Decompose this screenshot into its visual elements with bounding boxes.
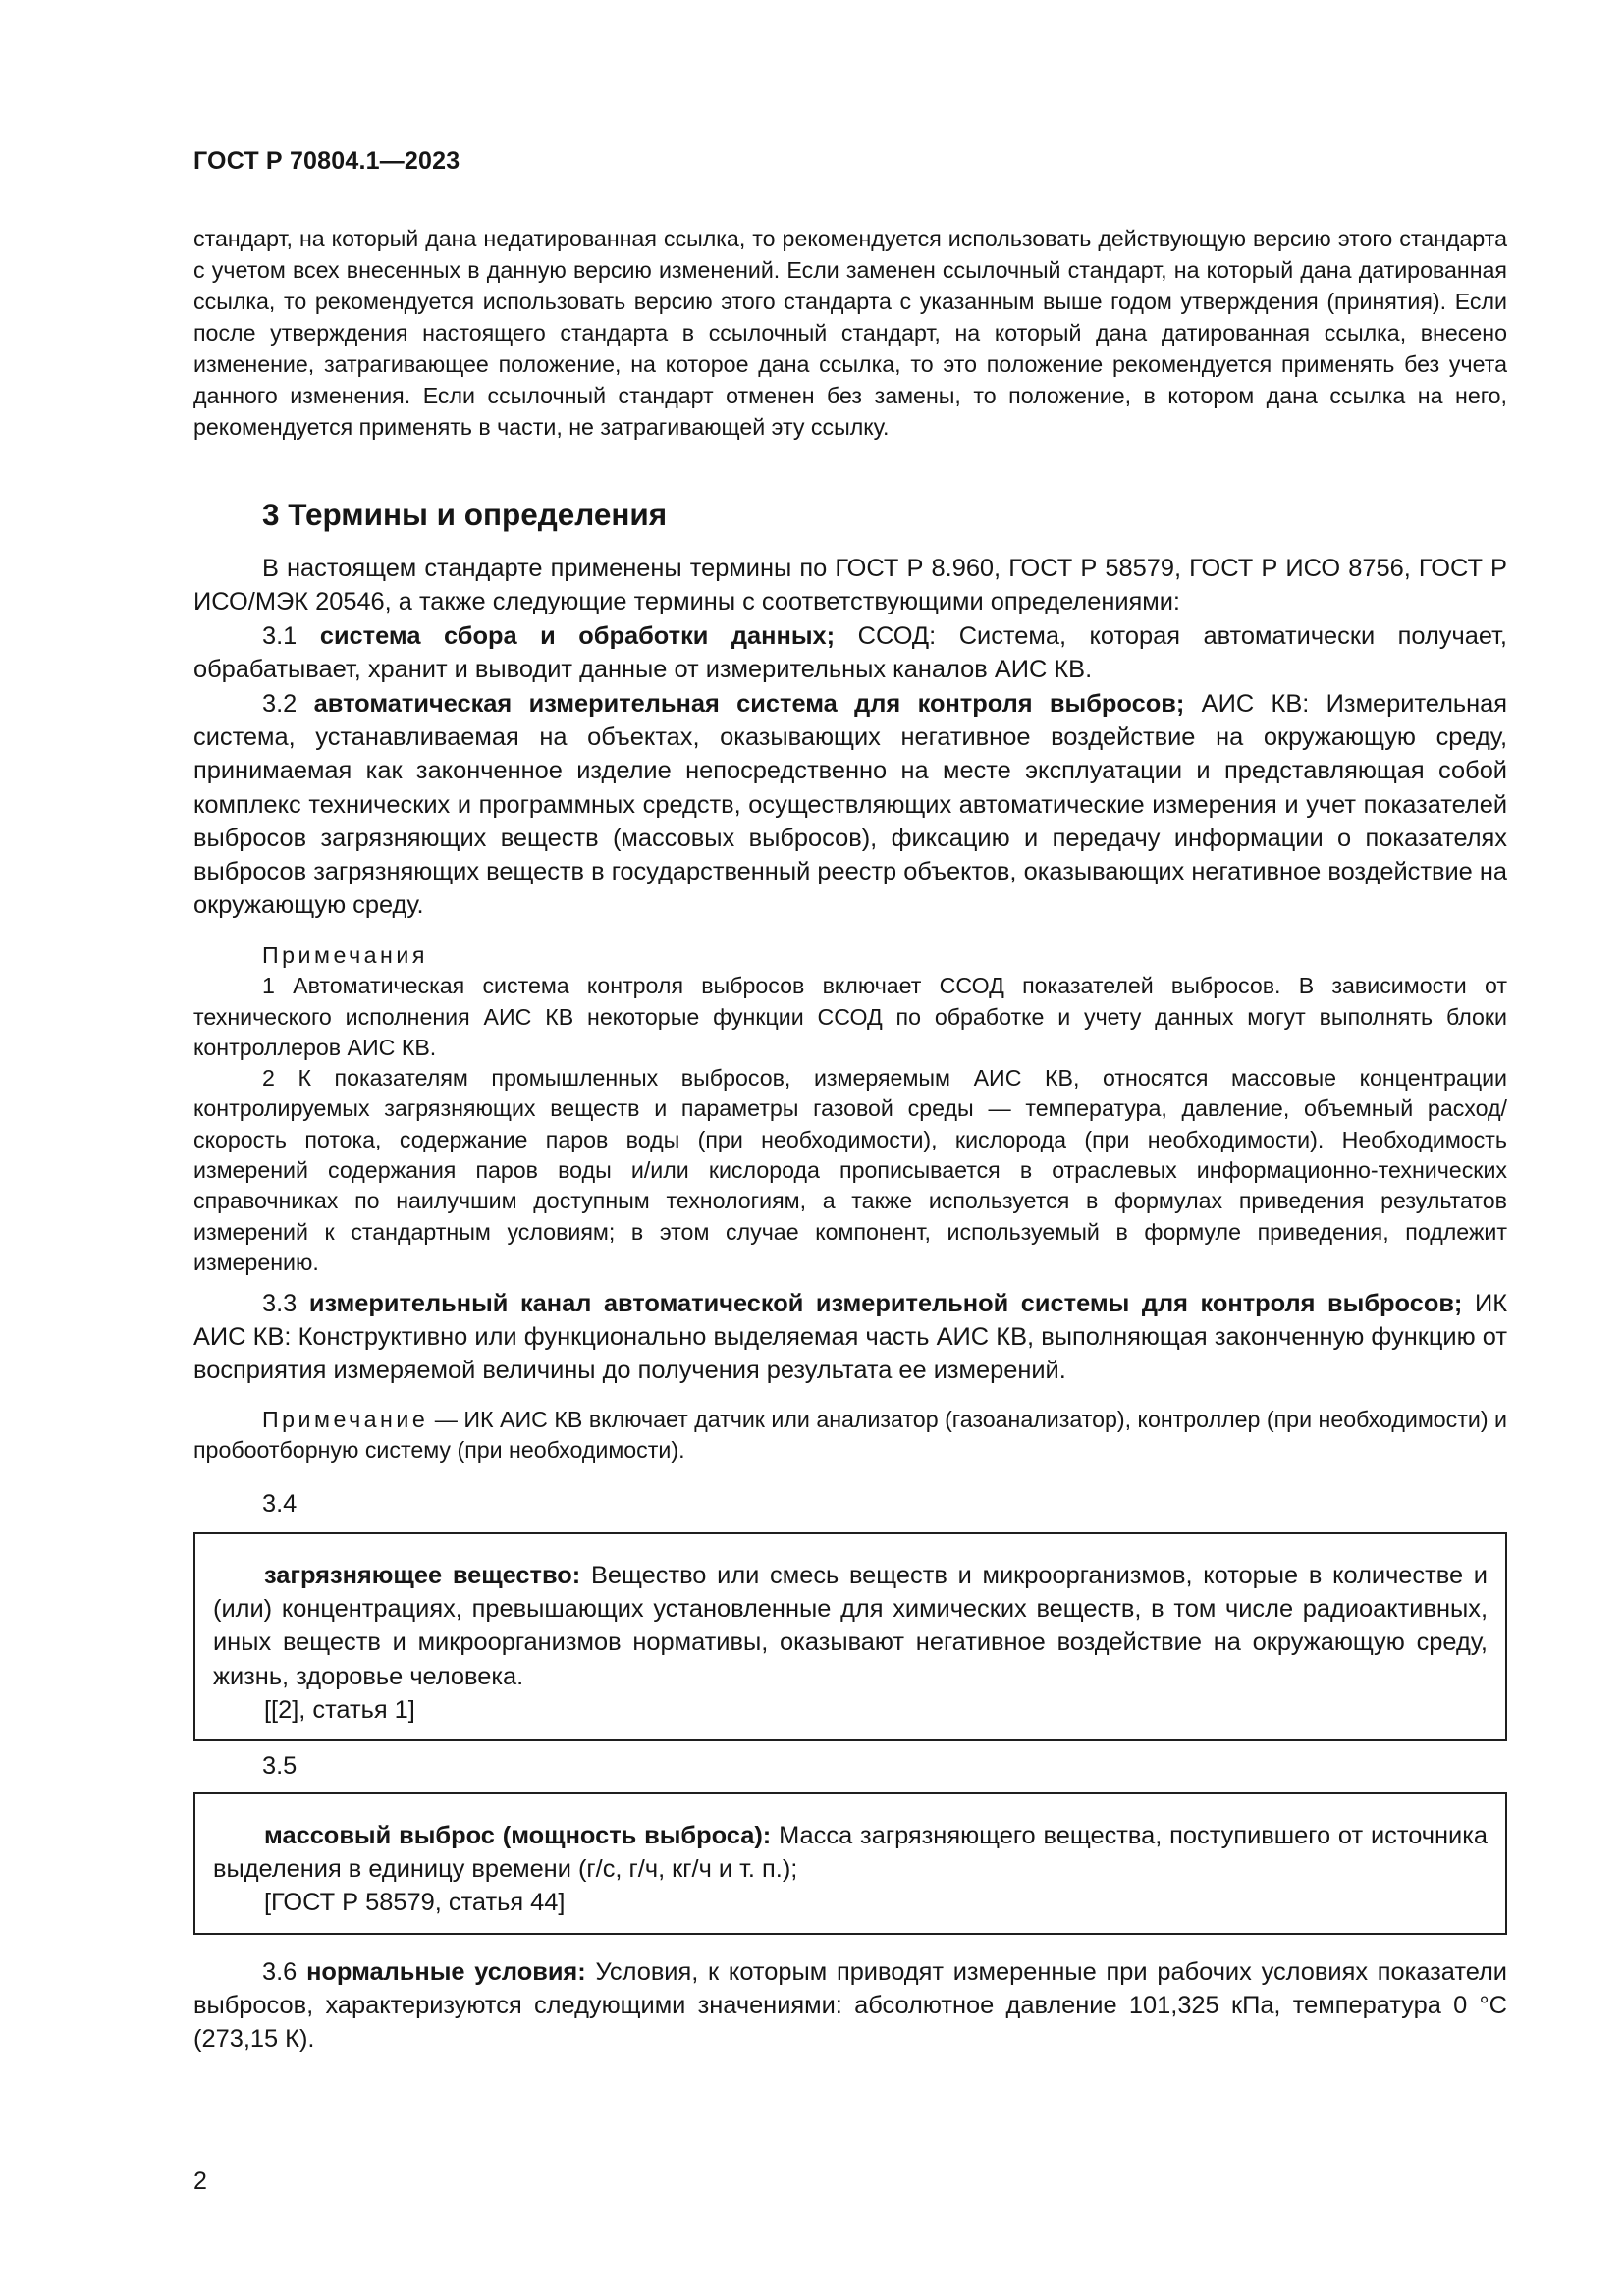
term-3-4-number: 3.4	[262, 1490, 298, 1518]
term-3-1	[193, 619, 1507, 686]
section-intro-text: В настоящем стандарте применены термины по ГОСТ Р 8.960, ГОСТ Р 58579, ГОСТ Р ИСО 8756, ГОСТ Р ИСО/МЭК 20546, а также следующие термины с соответствующими определениями:	[193, 555, 1507, 616]
notes-heading: Примечания	[262, 942, 428, 968]
term-3-5-number: 3.5	[262, 1752, 298, 1780]
note-3-3	[193, 1405, 1507, 1467]
term-definition: Вещество или смесь веществ и микроорганизмов, которые в количестве и (или) концентрациях, превышающих установленные для химических веществ, в том числе радиоактивных, иных веществ и микроорганизмов нормативы, оказывают негативное воздействие на окружающую среду, жизнь, здоровье человека.	[213, 1562, 1488, 1690]
term-3-2	[193, 687, 1507, 922]
intro-text: стандарт, на который дана недатированная ссылка, то рекомендуется использовать действующую версию этого стандарта с учетом всех внесенных в данную версию изменений. Если заменен ссылочный стандарт, на который дана датированная ссылка, то рекомендуется использовать версию этого стандарта с указанным выше годом утверждения (принятия). Если после утверждения настоящего стандарта в ссылочный стандарт, на который дана датированная ссылка, внесено изменение, затрагивающее положение, на которое дана ссылка, то это положение рекомендуется применять без учета данного изменения. Если ссылочный стандарт отменен без замены, то положение, в котором дана ссылка на него, рекомендуется применять в части, не затрагивающей эту ссылку.	[193, 226, 1507, 440]
note-2: 2 К показателям промышленных выбросов, измеряемым АИС КВ, относятся массовые концентрации контролируемых загрязняющих веществ и параметры газовой среды — температура, давление, объемный расход/скорость потока, содержание паров воды (при необходимости), кислорода (при необходимости). Необходимость измерений содержания паров воды и/или кислорода прописывается в отраслевых информационно-технических справочниках по наилучшим доступным технологиям, а также используется в формулах приведения результатов измерений к стандартным условиям; в этом случае компонент, используемый в формуле приведения, подлежит измерению.	[193, 1065, 1507, 1275]
term-definition: ИК АИС КВ: Конструктивно или функционально выделяемая часть АИС КВ, выполняющая законченную функцию от восприятия измеряемой величины до получения результата ее измерений.	[193, 1290, 1507, 1385]
term-3-4-box	[193, 1532, 1507, 1741]
term-title: массовый выброс (мощность выброса):	[264, 1822, 772, 1849]
section-title: 3 Термины и определения	[262, 497, 668, 532]
note-1: 1 Автоматическая система контроля выбросов включает ССОД показателей выбросов. В зависимости от технического исполнения АИС КВ некоторые функции ССОД по обработке и учету данных могут выполнять блоки контроллеров АИС КВ.	[193, 973, 1507, 1060]
note-text: — ИК АИС КВ включает датчик или анализатор (газоанализатор), контроллер (при необходимости) и пробоотборную систему (при необходимости).	[193, 1407, 1507, 1464]
term-title: нормальные условия:	[306, 1958, 586, 1986]
term-title: загрязняющее вещество:	[264, 1562, 581, 1589]
term-definition: Условия, к которым приводят измеренные при рабочих условиях показатели выбросов, характеризуются следующими значениями: абсолютное давление 101,325 кПа, температура 0 °С (273,15 К).	[193, 1958, 1507, 2054]
note-heading: Примечание	[262, 1407, 429, 1432]
term-number: 3.6	[262, 1958, 298, 1986]
term-3-5-box	[193, 1792, 1507, 1935]
term-title: система сбора и обработки данных;	[319, 622, 836, 650]
term-number: 3.2	[262, 690, 298, 718]
term-source: [[2], статья 1]	[264, 1695, 415, 1724]
term-title: измерительный канал автоматической измерительной системы для контроля выбросов;	[308, 1290, 1463, 1317]
term-3-6	[193, 1955, 1507, 2056]
document-header: ГОСТ Р 70804.1—2023	[193, 147, 460, 175]
term-title: автоматическая измерительная система для контроля выбросов;	[313, 690, 1185, 718]
term-number: 3.3	[262, 1290, 298, 1317]
intro-paragraph	[193, 223, 1507, 443]
term-definition: АИС КВ: Измерительная система, устанавливаемая на объектах, оказывающих негативное воздействие на окружающую среду, принимаемая как законченное изделие непосредственно на месте эксплуатации и представляющая собой комплекс технических и программных средств, осуществляющих автоматические измерения и учет показателей выбросов загрязняющих веществ (массовых выбросов), фиксацию и передачу информации о показателях выбросов загрязняющих веществ в государственный реестр объектов, оказывающих негативное воздействие на окружающую среду.	[193, 690, 1508, 920]
term-source: [ГОСТ Р 58579, статья 44]	[264, 1889, 566, 1917]
page-number: 2	[193, 2167, 207, 2195]
term-definition: ССОД: Система, которая автоматически получает, обрабатывает, хранит и выводит данные от измерительных каналов АИС КВ.	[193, 622, 1507, 684]
section-intro	[193, 552, 1507, 618]
notes-3-2	[193, 940, 1507, 1278]
term-definition: Масса загрязняющего вещества, поступившего от источника выделения в единицу времени (г/с, г/ч, кг/ч и т. п.);	[213, 1822, 1488, 1884]
term-number: 3.1	[262, 622, 298, 650]
term-3-3	[193, 1287, 1507, 1388]
